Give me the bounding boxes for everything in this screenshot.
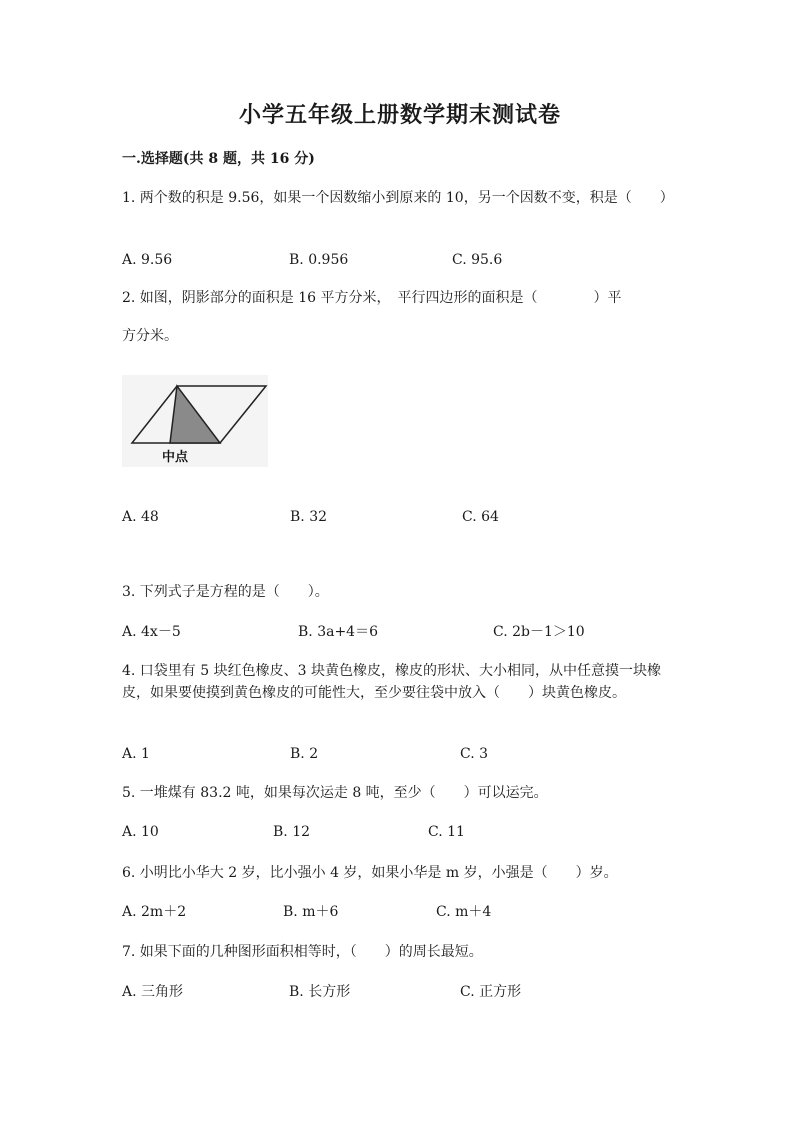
q6-option-b[interactable]: B. m＋6 [283, 904, 339, 920]
q7-option-b[interactable]: B. 长方形 [289, 984, 351, 1000]
question-2-line-2: 方分米。 [122, 328, 178, 344]
parallelogram-figure [122, 375, 268, 467]
q3-option-a[interactable]: A. 4x－5 [122, 624, 181, 640]
midpoint-label: 中点 [162, 450, 189, 465]
q6-option-c[interactable]: C. m＋4 [436, 904, 492, 920]
q1-option-b[interactable]: B. 0.956 [289, 252, 349, 268]
question-2-line-1: 2. 如图，阴影部分的面积是 16 平方分米， 平行四边形的面积是（ ）平 [122, 290, 622, 306]
q5-option-b[interactable]: B. 12 [273, 824, 311, 840]
q4-option-a[interactable]: A. 1 [122, 746, 150, 762]
section-heading: 一.选择题(共 8 题，共 16 分) [122, 151, 315, 167]
question-4: 4. 口袋里有 5 块红色橡皮、3 块黄色橡皮，橡皮的形状、大小相同，从中任意摸一块橡皮，如果要使摸到黄色橡皮的可能性大，至少要往袋中放入（ ）块黄色橡皮。 [122, 663, 661, 701]
q2-option-c[interactable]: C. 64 [462, 509, 499, 525]
q4-option-c[interactable]: C. 3 [460, 746, 489, 762]
q5-option-c[interactable]: C. 11 [428, 824, 465, 840]
q3-option-b[interactable]: B. 3a+4＝6 [298, 624, 378, 640]
question-5: 5. 一堆煤有 83.2 吨，如果每次运走 8 吨，至少（ ）可以运完。 [122, 785, 548, 801]
q2-option-b[interactable]: B. 32 [290, 509, 328, 525]
q1-option-a[interactable]: A. 9.56 [122, 252, 173, 268]
question-1: 1. 两个数的积是 9.56，如果一个因数缩小到原来的 10，另一个因数不变，积是（ ） [122, 190, 674, 206]
q5-option-a[interactable]: A. 10 [122, 824, 159, 840]
question-3: 3. 下列式子是方程的是（ ）。 [122, 584, 329, 600]
question-6: 6. 小明比小华大 2 岁，比小强小 4 岁，如果小华是 m 岁，小强是（ ）岁。 [122, 865, 618, 881]
q7-option-c[interactable]: C. 正方形 [460, 984, 522, 1000]
page-title: 小学五年级上册数学期末测试卷 [238, 102, 561, 128]
q4-option-b[interactable]: B. 2 [290, 746, 319, 762]
q1-option-c[interactable]: C. 95.6 [452, 252, 503, 268]
q7-option-a[interactable]: A. 三角形 [122, 984, 184, 1000]
question-7: 7. 如果下面的几种图形面积相等时，（ ）的周长最短。 [122, 944, 483, 960]
q6-option-a[interactable]: A. 2m＋2 [122, 904, 187, 920]
q2-option-a[interactable]: A. 48 [122, 509, 159, 525]
q3-option-c[interactable]: C. 2b－1＞10 [493, 624, 585, 640]
parallelogram-diagram [122, 375, 268, 467]
